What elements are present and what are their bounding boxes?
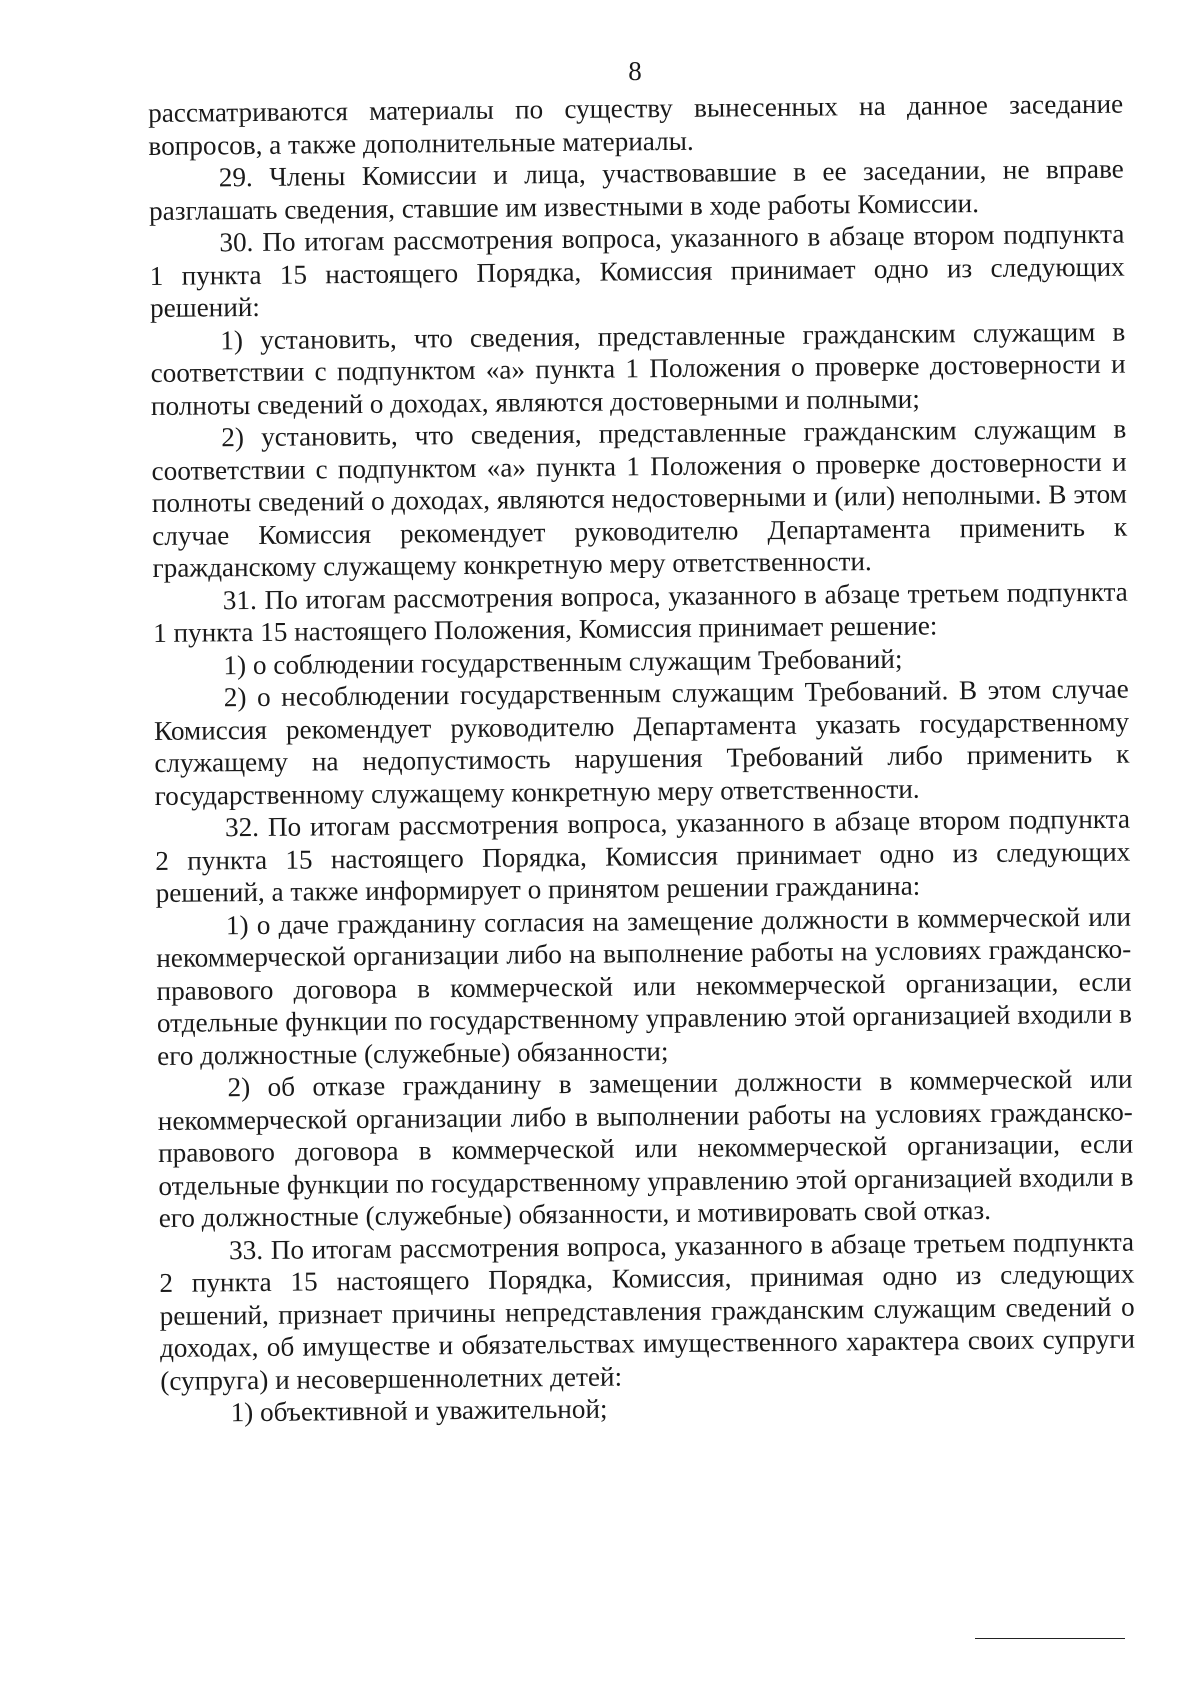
paragraph-item-33: 33. По итогам рассмотрения вопроса, указанного в абзаце третьем подпункта 2 пункта 15 настоящего Порядка, Комиссия, принимая одно из следующих решений, признает причины непредставления гражданским служащим сведений о доходах, об имуществе и обязательствах имущественного характера своих супруги (супруга) и несовершеннолетних детей: [159,1226,1136,1396]
paragraph-item-32-1: 1) о даче гражданину согласия на замещение должности в коммерческой или некоммерческой организации либо на выполнение работы на условиях гражданско-правового договора в коммерческой или некоммерческой организации, если отдельные функции по государственному управлению этой организацией входили в его должностные (служебные) обязанности; [156,901,1132,1071]
paragraph-item-30-2: 2) установить, что сведения, представленные гражданским служащим в соответствии с подпунктом «а» пункта 1 Положения о проверке достоверности и полноты сведений о доходах, являются недостоверными и (или) неполными. В этом случае Комиссия рекомендует руководителю Департамента применить к гражданскому служащему конкретную меру ответственности. [151,413,1128,583]
page-number: 8 [628,56,642,86]
paragraph-item-31-1: 1) о соблюдении государственным служащим Требований; [223,643,903,680]
paragraph-item-30-1: 1) установить, что сведения, представленные гражданским служащим в соответствии с подпунктом «а» пункта 1 Положения о проверке достоверности и полноты сведений о доходах, являются достоверными и полными; [150,316,1126,421]
paragraph-item-31: 31. По итогам рассмотрения вопроса, указанного в абзаце третьем подпункта 1 пункта 15 настоящего Положения, Комиссия принимает решение: [153,576,1128,648]
paragraph-item-32-2: 2) об отказе гражданину в замещении должности в коммерческой или некоммерческой организации либо в выполнении работы на условиях гражданско-правового договора в коммерческой или некоммерческой организации, если отдельные функции по государственному управлению этой организацией входили в его должностные (служебные) обязанности, и мотивировать свой отказ. [157,1063,1134,1233]
paragraph-item-29: 29. Члены Комиссии и лица, участвовавшие в ее заседании, не вправе разглашать сведения, ставшие им известными в ходе работы Комиссии. [148,153,1124,226]
paragraph-item-30: 30. По итогам рассмотрения вопроса, указанного в абзаце втором подпункта 1 пункта 15 настоящего Порядка, Комиссия принимает одно из следующих решений: [149,218,1125,323]
paragraph-item-33-1: 1) объективной и уважительной; [230,1393,608,1428]
paragraph-item-32: 32. По итогам рассмотрения вопроса, указанного в абзаце втором подпункта 2 пункта 15 настоящего Порядка, Комиссия принимает одно из следующих решений, а также информирует о принятом решении гражданина: [155,803,1131,908]
paragraph-continuation: рассматриваются материалы по существу вынесенных на данное заседание вопросов, а также дополнительные материалы. [148,88,1124,161]
footer-rule [975,1638,1125,1639]
document-body [148,88,1136,1430]
paragraph-item-31-2: 2) о несоблюдении государственным служащим Требований. В этом случае Комиссия рекомендует руководителю Департамента указать государственному служащему на недопустимость нарушения Требований либо применить к государственному служащему конкретную меру ответственности. [153,673,1130,811]
